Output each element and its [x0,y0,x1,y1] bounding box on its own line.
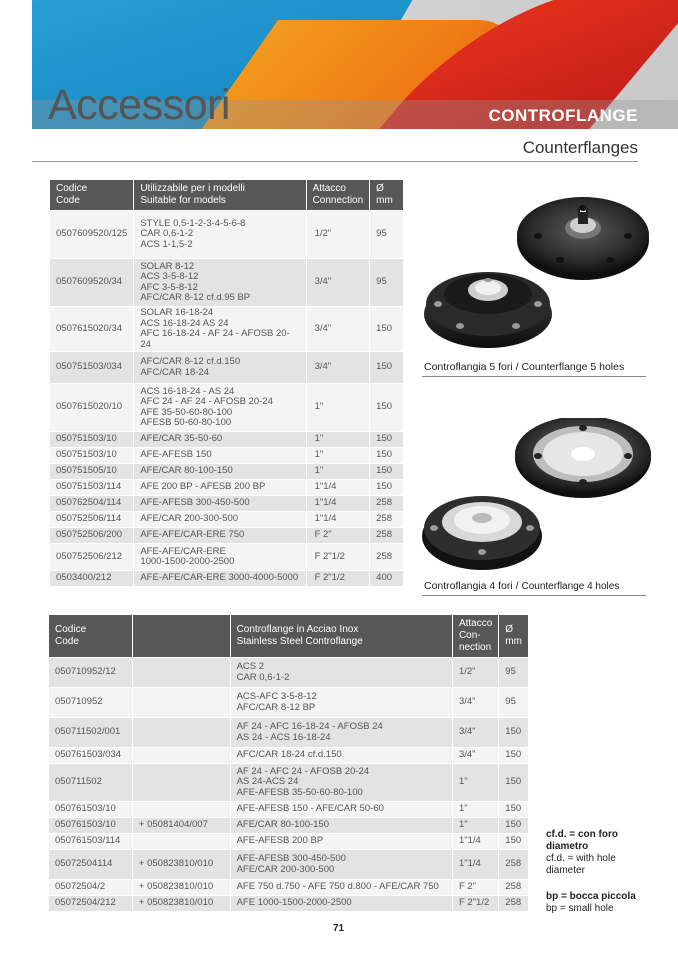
model-line: AFE/CAR 200-300-500 [236,863,335,875]
cell-code: 0507615020/34 [50,307,134,352]
stainless-counterflange-table [48,614,529,912]
cell-extra-code [132,834,230,850]
note-cfd-en-2: diameter [546,865,585,876]
cell-code: 050752506/114 [50,512,134,528]
cell-models [230,896,452,912]
cell-extra-code [132,718,230,748]
cell-diameter: 150 [370,352,404,384]
cell-connection: 1" [306,464,370,480]
model-line: ACS 2 [236,661,265,672]
model-line: ACS 3-5-8-12 [140,271,199,282]
table-header-row [50,180,404,211]
header-extra [132,615,230,658]
cell-connection: 1"1/4 [306,512,370,528]
cell-extra-code [132,658,230,688]
model-line: AFE 1000-1500-2000-2500 [236,897,352,909]
model-line: AS 24 - ACS 16-18-24 [236,731,331,743]
cell-diameter: 95 [499,658,529,688]
table-row [50,352,404,384]
note-cfd [546,829,618,877]
caption-4-holes [424,580,619,592]
table-row [50,384,404,432]
cell-extra-code [132,802,230,818]
cell-connection: 3/4" [452,748,498,764]
model-line: CAR 0,6-1-2 [140,228,194,240]
model-line: CAR 0,6-1-2 [236,671,290,683]
cell-code: 050710952/12 [49,658,133,688]
cell-code: 050761503/10 [49,802,133,818]
cell-models [230,718,452,748]
note-cfd-it-1: cf.d. = con foro [546,829,618,840]
cell-code: 0507609520/125 [50,211,134,259]
cell-connection: 1/2" [452,658,498,688]
table-row [49,802,529,818]
section-title: CONTROFLANGE [488,106,638,125]
cell-models [134,480,306,496]
cell-code: 050711502/001 [49,718,133,748]
table-row [49,688,529,718]
table-row [50,544,404,571]
model-line: AFE-AFESB 150 - AFE/CAR 50-60 [236,803,384,815]
cell-models [134,544,306,571]
caption-divider [422,595,646,596]
cell-diameter: 150 [499,802,529,818]
model-line: AFC/CAR 18-24 [140,366,209,378]
model-line: AFE-AFESB 200 BP [236,835,324,847]
cell-models [230,834,452,850]
table-row [50,464,404,480]
cell-connection: 1" [306,384,370,432]
cell-diameter: 150 [370,464,404,480]
cell-connection: 3/4" [452,718,498,748]
cell-diameter: 258 [370,496,404,512]
table-row [50,480,404,496]
model-line: AS 24-ACS 24 [236,776,299,788]
counterflange-5-holes-image [420,188,665,358]
caption-4-holes-en: Counterflange 4 holes [521,581,620,592]
cell-diameter: 258 [370,544,404,571]
table-row [50,307,404,352]
cell-code: 050751503/10 [50,432,134,448]
header-diameter: Ø mm [499,615,529,658]
cell-models [134,528,306,544]
cell-models [230,850,452,880]
cell-extra-code [132,748,230,764]
cell-extra-code [132,688,230,718]
cell-diameter: 150 [499,764,529,802]
cell-connection: 1/2" [306,211,370,259]
cell-models [134,432,306,448]
model-line: AFC/CAR 8-12 cf.d.95 BP [140,292,251,303]
cell-diameter: 95 [370,259,404,307]
model-line: AFE/CAR 80-100-150 [140,465,233,477]
header-banner [32,0,678,129]
model-line: AF 24 - AFC 16-18-24 - AFOSB 24 [236,721,383,732]
cell-connection: F 2"1/2 [306,544,370,571]
cell-code: 050752506/200 [50,528,134,544]
table-body [50,211,404,587]
model-line: SOLAR 16-18-24 [140,307,214,318]
table-row [49,896,529,912]
model-line: AFC 16-18-24 - AF 24 - AFOSB 20-24 [140,328,290,350]
note-cfd-it-2: diametro [546,841,589,852]
cell-models [134,448,306,464]
note-cfd-en-1: cf.d. = with hole [546,853,616,864]
cell-diameter: 150 [499,718,529,748]
cell-code: 050710952 [49,688,133,718]
model-line: ACS 1-1,5-2 [140,238,193,250]
cell-diameter: 95 [499,688,529,718]
cell-models [230,818,452,834]
table-body [49,658,529,912]
table-row [50,448,404,464]
table-row [50,259,404,307]
cell-models [230,688,452,718]
cell-diameter: 150 [370,432,404,448]
cell-models [230,764,452,802]
cell-connection: 1" [452,818,498,834]
cell-connection: F 2" [452,880,498,896]
model-line: AFE-AFESB 300-450-500 [140,497,250,509]
model-line: AFE 750 d.750 - AFE 750 d.800 - AFE/CAR 750 [236,881,439,893]
cell-extra-code: + 050823810/010 [132,880,230,896]
cell-extra-code [132,764,230,802]
header-connection: Attacco Connection [306,180,370,211]
cell-connection: 3/4" [306,259,370,307]
title-divider [32,161,638,162]
counterflange-table [49,179,404,587]
model-line: AFESB 50-60-80-100 [140,417,232,428]
cell-extra-code: + 050823810/010 [132,896,230,912]
cell-connection: 1" [452,764,498,802]
model-line: AFE/CAR 35-50-60 [140,433,223,445]
cell-diameter: 150 [370,307,404,352]
cell-diameter: 400 [370,571,404,587]
cell-models [230,658,452,688]
cell-models [230,748,452,764]
page-subtitle: Counterflanges [522,138,638,157]
table-row [50,528,404,544]
cell-code: 050751503/114 [50,480,134,496]
cell-connection: 1" [306,448,370,464]
model-line: 1000-1500-2000-2500 [140,556,235,567]
header-code: Codice Code [49,615,133,658]
header-code: Codice Code [50,180,134,211]
cell-connection: 1" [306,432,370,448]
table-row [49,818,529,834]
model-line: AFE-AFE/CAR-ERE 3000-4000-5000 [140,572,299,584]
model-line: STYLE 0,5-1-2-3-4-5-6-8 [140,217,246,229]
cell-code: 050751503/10 [50,448,134,464]
table-header-row [49,615,529,658]
model-line: AFC/CAR 8-12 BP [236,701,316,713]
model-line: AFE-AFESB 150 [140,449,212,461]
cell-connection: 3/4" [306,352,370,384]
cell-code: 05072504/212 [49,896,133,912]
cell-models [134,259,306,307]
caption-4-holes-it: Controflangia 4 fori / [424,580,522,592]
table-row [50,432,404,448]
cell-extra-code: + 05081404/007 [132,818,230,834]
table-row [49,748,529,764]
cell-code: 0503400/212 [50,571,134,587]
model-line: AFE-AFESB 35-50-60-80-100 [236,786,363,798]
note-bp-en: bp = small hole [546,903,614,914]
header-models: Controflange in Acciao Inox Stainless Steel Controflange [230,615,452,658]
model-line: AFE/CAR 80-100-150 [236,819,329,831]
cell-models [134,211,306,259]
cell-connection: 1" [452,802,498,818]
table-row [49,850,529,880]
model-line: AFE/CAR 200-300-500 [140,513,239,525]
cell-code: 050762504/114 [50,496,134,512]
model-line: ACS-AFC 3-5-8-12 [236,691,317,702]
cell-code: 050711502 [49,764,133,802]
cell-connection: 1"1/4 [306,480,370,496]
cell-code: 050751503/034 [50,352,134,384]
page-title: Accessori [48,81,230,129]
note-bp [546,891,636,915]
table-row [50,571,404,587]
caption-divider [422,376,646,377]
cell-connection: 3/4" [306,307,370,352]
cell-connection: F 2"1/2 [306,571,370,587]
counterflange-4-holes-image [420,418,665,578]
cell-code: 0507609520/34 [50,259,134,307]
cell-models [134,571,306,587]
note-bp-it: bp = bocca piccola [546,891,636,902]
cell-code: 050761503/034 [49,748,133,764]
model-line: AFC 3-5-8-12 [140,281,198,293]
table-row [49,834,529,850]
model-line: AFE-AFESB 300-450-500 [236,853,346,864]
table-row [50,211,404,259]
cell-models [134,512,306,528]
cell-connection: 1"1/4 [306,496,370,512]
cell-models [134,352,306,384]
table-row [49,880,529,896]
cell-code: 050761503/114 [49,834,133,850]
cell-diameter: 150 [499,748,529,764]
model-line: AF 24 - AFC 24 - AFOSB 20-24 [236,765,370,777]
cell-diameter: 258 [499,850,529,880]
cell-diameter: 95 [370,211,404,259]
model-line: AFC/CAR 18-24 cf.d.150 [236,749,342,761]
cell-models [134,307,306,352]
page-number: 71 [333,923,345,934]
cell-code: 050751505/10 [50,464,134,480]
model-line: AFC/CAR 8-12 cf.d.150 [140,356,241,367]
cell-diameter: 150 [499,834,529,850]
table-row [50,496,404,512]
table-row [49,764,529,802]
header-models: Utilizzabile per i modelli Suitable for models [134,180,306,211]
caption-5-holes: Controflangia 5 fori / Counterflange 5 holes [424,361,625,373]
cell-connection: 1"1/4 [452,850,498,880]
model-line: AFC 24 - AF 24 - AFOSB 20-24 [140,396,273,407]
cell-models [134,384,306,432]
cell-models [134,496,306,512]
cell-connection: 3/4" [452,688,498,718]
cell-diameter: 258 [370,512,404,528]
cell-diameter: 150 [499,818,529,834]
table-row [49,658,529,688]
cell-diameter: 150 [370,448,404,464]
cell-code: 050752506/212 [50,544,134,571]
model-line: ACS 16-18-24 - AS 24 [140,385,235,397]
model-line: AFE-AFE/CAR-ERE [140,545,226,557]
table-row [49,718,529,748]
model-line: SOLAR 8-12 [140,260,195,272]
model-line: AFE-AFE/CAR-ERE 750 [140,529,245,541]
cell-connection: F 2" [306,528,370,544]
cell-connection: F 2"1/2 [452,896,498,912]
cell-connection: 1"1/4 [452,834,498,850]
cell-code: 05072504/2 [49,880,133,896]
cell-models [134,464,306,480]
model-line: ACS 16-18-24 AS 24 [140,317,229,329]
cell-extra-code: + 050823810/010 [132,850,230,880]
cell-diameter: 258 [499,880,529,896]
header-connection: Attacco Con- nection [452,615,498,658]
cell-models [230,802,452,818]
cell-models [230,880,452,896]
table-row [50,512,404,528]
cell-code: 050761503/10 [49,818,133,834]
cell-diameter: 258 [499,896,529,912]
model-line: AFE 200 BP - AFESB 200 BP [140,481,266,493]
cell-diameter: 150 [370,480,404,496]
model-line: AFE 35-50-60-80-100 [140,406,233,418]
header-diameter: Ø mm [370,180,404,211]
cell-diameter: 150 [370,384,404,432]
cell-diameter: 258 [370,528,404,544]
cell-code: 05072504114 [49,850,133,880]
cell-code: 0507615020/10 [50,384,134,432]
